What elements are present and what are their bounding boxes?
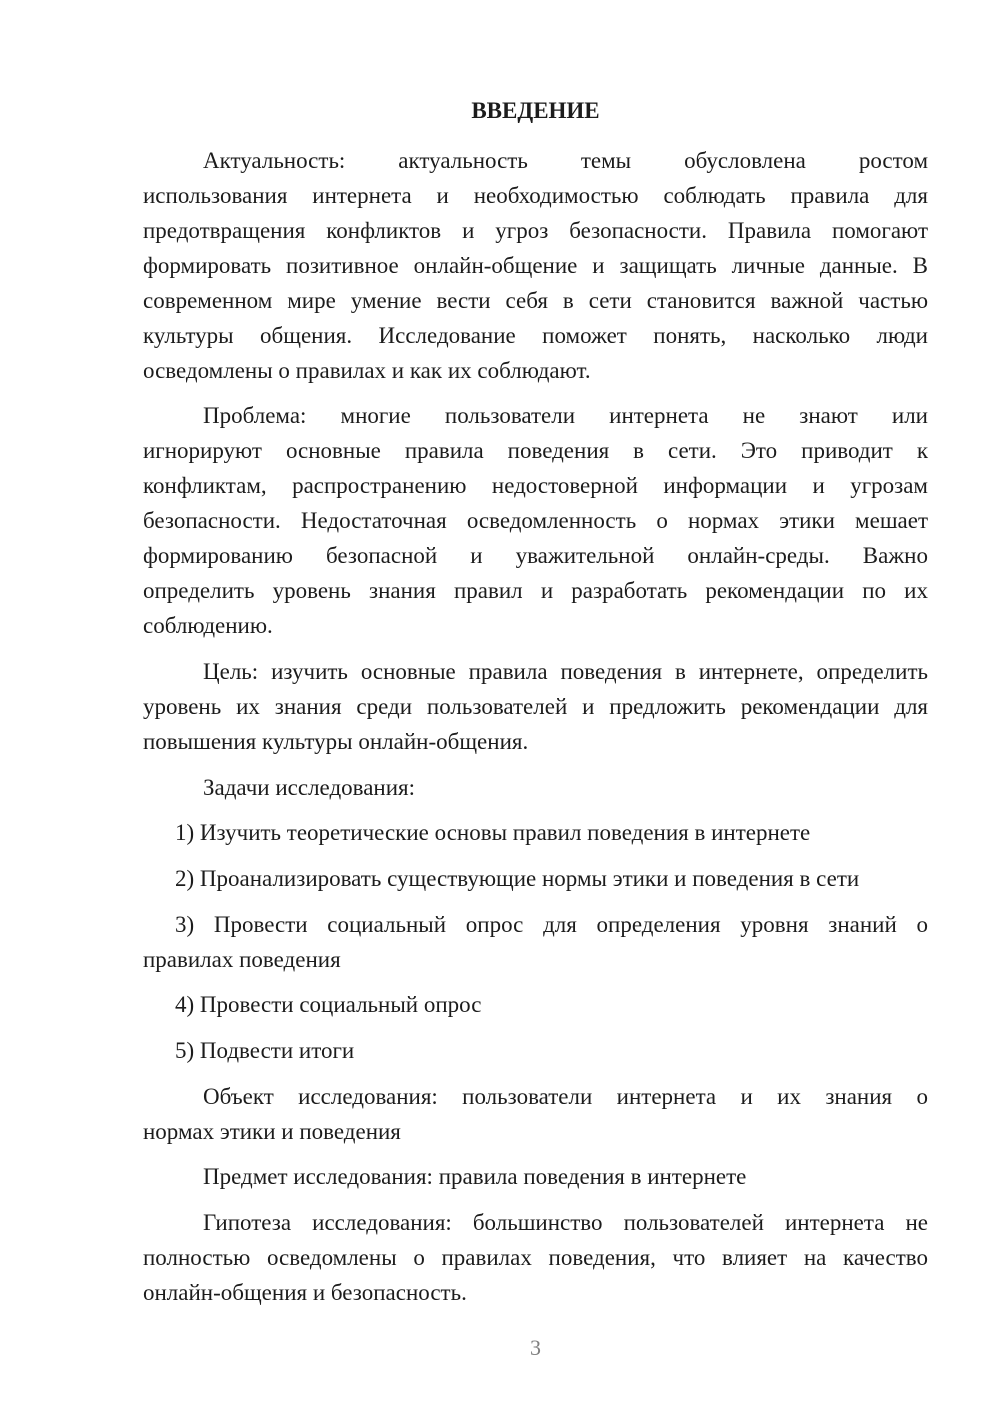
hypothesis-line: полностью осведомлены о правилах поведения, что влияет на качество bbox=[143, 1245, 928, 1271]
relevance-line: современном мире умение вести себя в сети становится важной частью bbox=[143, 287, 928, 313]
goal-line: повышения культуры онлайн-общения. bbox=[143, 728, 529, 754]
relevance-line: осведомлены о правилах и как их соблюдают. bbox=[143, 357, 591, 383]
task-item bbox=[143, 1033, 928, 1068]
task-line: 5) Подвести итоги bbox=[175, 1038, 355, 1063]
object-paragraph bbox=[143, 1079, 928, 1149]
goal-paragraph bbox=[143, 654, 928, 759]
task-line: 4) Провести социальный опрос bbox=[175, 992, 482, 1018]
task-item bbox=[143, 815, 928, 850]
subject-paragraph bbox=[143, 1159, 928, 1194]
task-item bbox=[143, 987, 928, 1022]
relevance-line: предотвращения конфликтов и угроз безопасности. Правила помогают bbox=[143, 217, 928, 243]
relevance-line: использования интернета и необходимостью соблюдать правила для bbox=[143, 182, 928, 208]
goal-line: уровень их знания среди пользователей и предложить рекомендации для bbox=[143, 693, 928, 719]
tasks-heading: Задачи исследования: bbox=[203, 774, 416, 800]
hypothesis-line: онлайн-общения и безопасность. bbox=[143, 1280, 467, 1306]
task-item bbox=[143, 907, 928, 977]
task-line: правилах поведения bbox=[143, 946, 341, 972]
problem-line: конфликтам, распространению недостоверной информации и угрозам bbox=[143, 473, 928, 499]
hypothesis-line: Гипотеза исследования: большинство пользователей интернета не bbox=[203, 1210, 928, 1236]
subject-line: Предмет исследования: правила поведения в интернете bbox=[203, 1164, 747, 1190]
task-line: 3) Провести социальный опрос для определения уровня знаний о bbox=[175, 911, 928, 937]
problem-line: соблюдению. bbox=[143, 613, 273, 639]
task-item bbox=[143, 861, 928, 896]
tasks-heading-paragraph bbox=[143, 770, 928, 805]
object-line: Объект исследования: пользователи интернета и их знания о bbox=[203, 1083, 928, 1109]
task-line: 1) Изучить теоретические основы правил поведения в интернете bbox=[175, 820, 811, 846]
hypothesis-paragraph bbox=[143, 1205, 928, 1310]
relevance-line: формировать позитивное онлайн-общение и защищать личные данные. В bbox=[143, 252, 928, 278]
goal-line: Цель: изучить основные правила поведения в интернете, определить bbox=[203, 658, 928, 684]
page-number: 3 bbox=[530, 1335, 541, 1360]
problem-line: игнорируют основные правила поведения в сети. Это приводит к bbox=[143, 438, 928, 464]
relevance-line: Актуальность: актуальность темы обусловлена ростом bbox=[203, 147, 928, 173]
relevance-paragraph bbox=[143, 143, 928, 388]
problem-line: безопасности. Недостаточная осведомленность о нормах этики мешает bbox=[143, 508, 928, 534]
section-heading: ВВЕДЕНИЕ bbox=[471, 98, 600, 123]
task-line: 2) Проанализировать существующие нормы этики и поведения в сети bbox=[175, 865, 860, 891]
problem-paragraph bbox=[143, 398, 928, 643]
relevance-line: культуры общения. Исследование поможет понять, насколько люди bbox=[143, 322, 928, 348]
object-line: нормах этики и поведения bbox=[143, 1118, 401, 1144]
page-body bbox=[143, 93, 928, 1321]
problem-line: определить уровень знания правил и разработать рекомендации по их bbox=[143, 578, 928, 604]
problem-line: Проблема: многие пользователи интернета не знают или bbox=[203, 403, 928, 429]
problem-line: формированию безопасной и уважительной онлайн-среды. Важно bbox=[143, 543, 928, 569]
